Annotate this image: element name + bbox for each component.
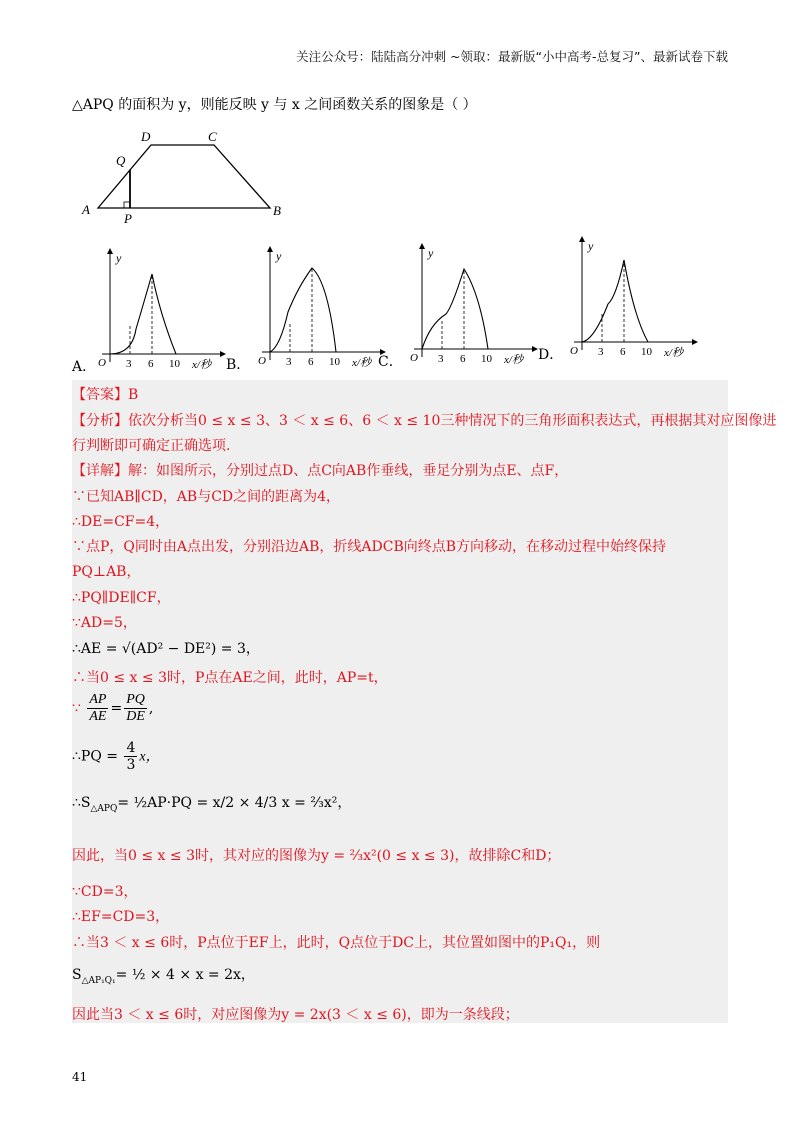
analysis-line-2: 行判断即可确定正确选项. <box>72 438 231 454</box>
origin-label: O <box>258 355 266 367</box>
tick-10: 10 <box>329 356 340 368</box>
detail-line-1: 【详解】解：如图所示，分别过点D、点C向AB作垂线，垂足分别为点E、点F， <box>72 463 569 479</box>
function-curve <box>582 260 648 342</box>
axis-label-x: x/秒 <box>192 359 211 371</box>
page-header: 关注公众号：陆陆高分冲刺 ~领取：最新版“小中高考-总复习”、最新试卷下载 <box>296 49 728 64</box>
detail-ad: ∵AD=5， <box>72 615 137 631</box>
origin-label: O <box>98 357 106 369</box>
option-label-4: D． <box>538 347 564 363</box>
detail-s2: $S_{\triangle AP_1Q_1}=$ ½ × 4 × x = 2x， <box>72 967 255 986</box>
detail-s1: $\therefore S_{\triangle APQ}=$ ½AP·PQ = x/2 × 4/3 x = ⅔x²， <box>72 795 352 814</box>
answer-line: 【答案】B <box>72 387 139 403</box>
option-graph-1 <box>72 244 232 374</box>
label-p: P <box>124 211 132 224</box>
question-text: △APQ 的面积为 y，则能反映 y 与 x 之间函数关系的图象是（ ） <box>72 97 477 113</box>
option-label-1: A． <box>72 359 97 375</box>
tick-3: 3 <box>286 356 292 368</box>
label-d: D <box>141 129 151 144</box>
tick-3: 3 <box>438 353 444 365</box>
label-a: A <box>82 202 90 217</box>
detail-de-cf: ∴DE=CF=4， <box>72 514 170 530</box>
option-graph-3 <box>384 239 544 369</box>
axis-label-y: y <box>276 249 282 263</box>
detail-cd: ∵CD=3， <box>72 884 138 900</box>
origin-label: O <box>570 345 578 357</box>
axis-label-x: x/秒 <box>664 347 683 359</box>
detail-parallel: ∴PQ∥DE∥CF， <box>72 590 171 606</box>
detail-pq-1: ∵点P，Q同时由A点出发，分别沿边AB，折线ADCB向终点B方向移动，在移动过程中始终保持 <box>72 539 667 555</box>
detail-pq-2: PQ⊥AB， <box>72 564 141 580</box>
tick-10: 10 <box>481 353 492 365</box>
origin-label: O <box>410 352 418 364</box>
y-arrow <box>419 243 425 249</box>
option-label-3: C． <box>378 354 403 370</box>
axis-label-x: x/秒 <box>504 354 523 366</box>
detail-case2: ∴当3 ＜ x ≤ 6时，P点位于EF上，此时，Q点位于DC上，其位置如图中的P₁Q₁，则 <box>72 935 601 951</box>
tick-6: 6 <box>460 353 466 365</box>
axis-label-y: y <box>428 246 434 260</box>
label-b: B <box>273 203 281 218</box>
detail-ef: ∴EF=CD=3， <box>72 909 170 925</box>
option-graph-2 <box>232 242 392 372</box>
y-arrow <box>107 248 113 254</box>
detail-case1: ∴当0 ≤ x ≤ 3时，P点在AE之间，此时，AP=t， <box>72 670 388 686</box>
option-graph-4 <box>544 232 704 362</box>
y-arrow <box>267 246 273 252</box>
function-curve <box>422 269 488 349</box>
option-label-2: B． <box>226 357 251 373</box>
axis-label-x: x/秒 <box>352 357 371 369</box>
analysis-line-1: 【分析】依次分析当0 ≤ x ≤ 3、3 ＜ x ≤ 6、6 ＜ x ≤ 10三种情况下的三角形面积表达式，再根据其对应图像进 <box>72 413 777 429</box>
y-arrow <box>579 236 585 242</box>
page-number: 41 <box>72 1070 88 1084</box>
tick-3: 3 <box>598 346 604 358</box>
axis-label-y: y <box>116 251 122 265</box>
detail-pq-eq: ∴PQ = $\frac{4}{3}$ x， <box>72 740 160 773</box>
detail-ratio: ∵ $\frac{AP}{AE}$ = $\frac{PQ}{DE}$ , <box>72 692 154 724</box>
axis-label-y: y <box>588 239 594 253</box>
function-curve <box>270 268 336 352</box>
detail-ae: ∴AE = √(AD² − DE²) = 3， <box>72 641 260 657</box>
x-arrow <box>692 339 698 345</box>
label-c: C <box>208 129 217 144</box>
function-curve <box>110 274 176 354</box>
tick-6: 6 <box>148 358 154 370</box>
tick-3: 3 <box>126 358 132 370</box>
tick-6: 6 <box>308 356 314 368</box>
label-q: Q <box>116 153 126 168</box>
detail-therefore-1: 因此，当0 ≤ x ≤ 3时，其对应的图像为y = ⅔x²(0 ≤ x ≤ 3)，故排除C和D； <box>72 848 561 864</box>
detail-therefore-2: 因此当3 ＜ x ≤ 6时，对应图像为y = 2x(3 ＜ x ≤ 6)，即为一条线段； <box>72 1007 519 1023</box>
tick-6: 6 <box>620 346 626 358</box>
tick-10: 10 <box>169 358 180 370</box>
detail-ab-cd: ∵已知AB∥CD，AB与CD之间的距离为4， <box>72 489 341 505</box>
tick-10: 10 <box>641 346 652 358</box>
trapezoid-figure <box>78 128 298 224</box>
